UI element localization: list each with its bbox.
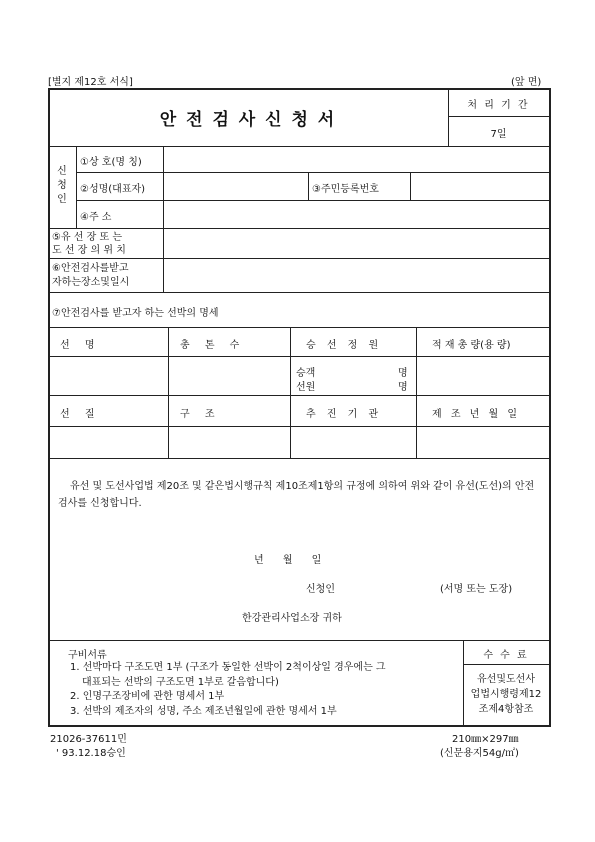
location-field[interactable] (164, 229, 548, 258)
address-label: ④주 소 (80, 212, 112, 223)
applicant-sign-field[interactable] (350, 576, 430, 594)
trade-name-field[interactable] (164, 147, 548, 172)
addressee: 한강관리사업소장 귀하 (242, 613, 342, 624)
processing-period-value: 7일 (490, 129, 507, 140)
fee-note: 유선및도선사 업법시행령제12 조제4항참조 (470, 674, 542, 715)
paper-type: (신문용지54g/㎡) (440, 748, 519, 759)
form-title: 안 전 검 사 신 청 서 (159, 110, 337, 130)
manufacture-date-field[interactable] (417, 427, 548, 457)
form-code: 21026-37611민 (50, 734, 127, 745)
vessel-section-label: ⑦안전검사를 받고자 하는 선박의 명세 (52, 308, 219, 319)
applicant-sign-label: 신청인 (306, 584, 335, 595)
passenger-unit: 명 (398, 368, 408, 379)
vessel-name-field[interactable] (49, 357, 167, 394)
hull-material-field[interactable] (49, 427, 167, 457)
hull-material-header: 선 질 (60, 409, 101, 420)
approval-date: ' 93.12.18승인 (56, 748, 126, 759)
trade-name-label: ①상 호(명 칭) (80, 157, 142, 168)
structure-field[interactable] (169, 427, 289, 457)
processing-period-label: 처 리 기 간 (467, 100, 530, 111)
passenger-label: 승객 (296, 368, 316, 379)
list-item: 3. 선박의 제조자의 성명, 주소 제조년월일에 관한 명세서 1부 (70, 705, 337, 717)
load-capacity-field[interactable] (417, 357, 548, 394)
capacity-header: 승 선 정 원 (306, 340, 383, 351)
manufacture-date-header: 제 조 년 월 일 (432, 409, 521, 420)
inspection-place-label: ⑥안전검사를받고 자하는장소및일시 (52, 263, 130, 288)
list-item: 2. 인명구조장비에 관한 명세서 1부 (70, 691, 225, 702)
load-capacity-header: 적 재 총 량(용 량) (432, 340, 511, 351)
gross-tonnage-header: 총 톤 수 (180, 340, 246, 351)
list-item: 대표되는 선박의 구조도면 1부로 갈음합니다) (82, 676, 279, 688)
inspection-place-field[interactable] (164, 259, 548, 292)
crew-label: 선원 (296, 382, 316, 393)
attachments-title: 구비서류 (68, 650, 107, 661)
gross-tonnage-field[interactable] (169, 357, 289, 394)
applicant-group-label: 신 청 인 (57, 166, 67, 205)
representative-name-label: ②성명(대표자) (80, 184, 146, 195)
address-field[interactable] (164, 201, 548, 228)
representative-name-field[interactable] (164, 173, 307, 200)
resident-number-field[interactable] (411, 173, 548, 200)
propulsion-engine-header: 추 진 기 관 (306, 409, 383, 420)
structure-header: 구 조 (180, 409, 221, 420)
crew-unit: 명 (398, 382, 408, 393)
form-number: [별지 제12호 서식] (48, 77, 133, 88)
paper-size: 210㎜×297㎜ (452, 734, 519, 745)
attachments-list (70, 661, 386, 719)
sign-or-seal-note: (서명 또는 도장) (440, 584, 513, 595)
fee-label: 수 수 료 (483, 650, 529, 661)
list-item: 1. 선박마다 구조도면 1부 (구조가 동일한 선박이 2척이상일 경우에는 그 (70, 662, 386, 673)
location-label: ⑤유 선 장 또 는 도 선 장 의 위 치 (52, 232, 126, 256)
propulsion-engine-field[interactable] (291, 427, 415, 457)
vessel-name-header: 선 명 (60, 340, 101, 351)
resident-number-label: ③주민등록번호 (312, 184, 379, 195)
date-line: 년 월 일 (254, 555, 322, 566)
page-side-label: (앞 면) (511, 77, 542, 88)
application-statement: 유선 및 도선사업법 제20조 및 같은법시행규칙 제10조제1항의 규정에 의하여 위와 같이 유선(도선)의 안전검사를 신청합니다. (58, 481, 535, 509)
